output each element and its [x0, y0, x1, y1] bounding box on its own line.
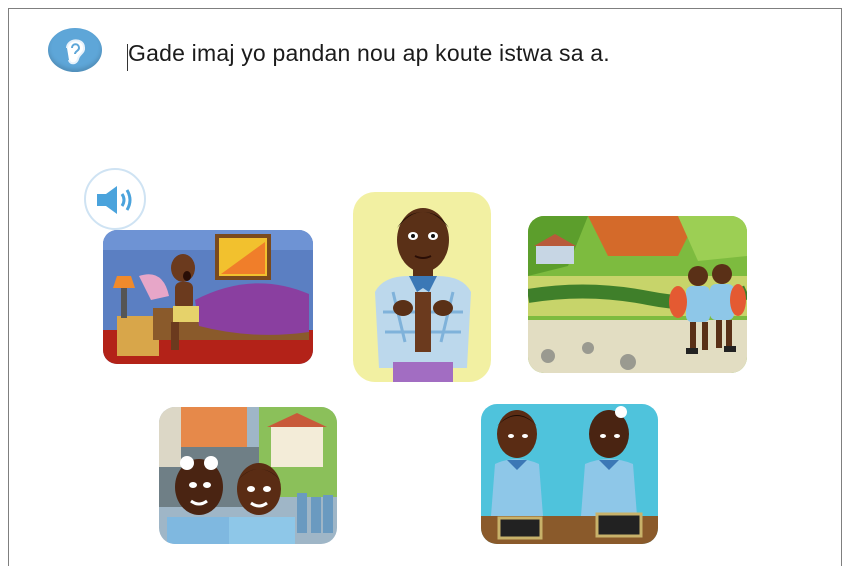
play-audio-button[interactable]	[84, 168, 146, 230]
speaker-icon	[95, 183, 139, 217]
ear-icon	[61, 34, 89, 66]
instruction-text: Gade imaj yo pandan nou ap koute istwa sa a.	[128, 40, 610, 66]
boy-yawning-in-bed-image[interactable]	[103, 230, 313, 364]
children-writing-on-slates-image[interactable]	[481, 404, 658, 544]
boy-buttoning-shirt-image[interactable]	[353, 192, 491, 382]
children-walking-to-school-image[interactable]	[528, 216, 747, 373]
listen-button[interactable]	[48, 28, 102, 72]
girl-and-boy-in-schoolyard-image[interactable]	[159, 407, 337, 544]
